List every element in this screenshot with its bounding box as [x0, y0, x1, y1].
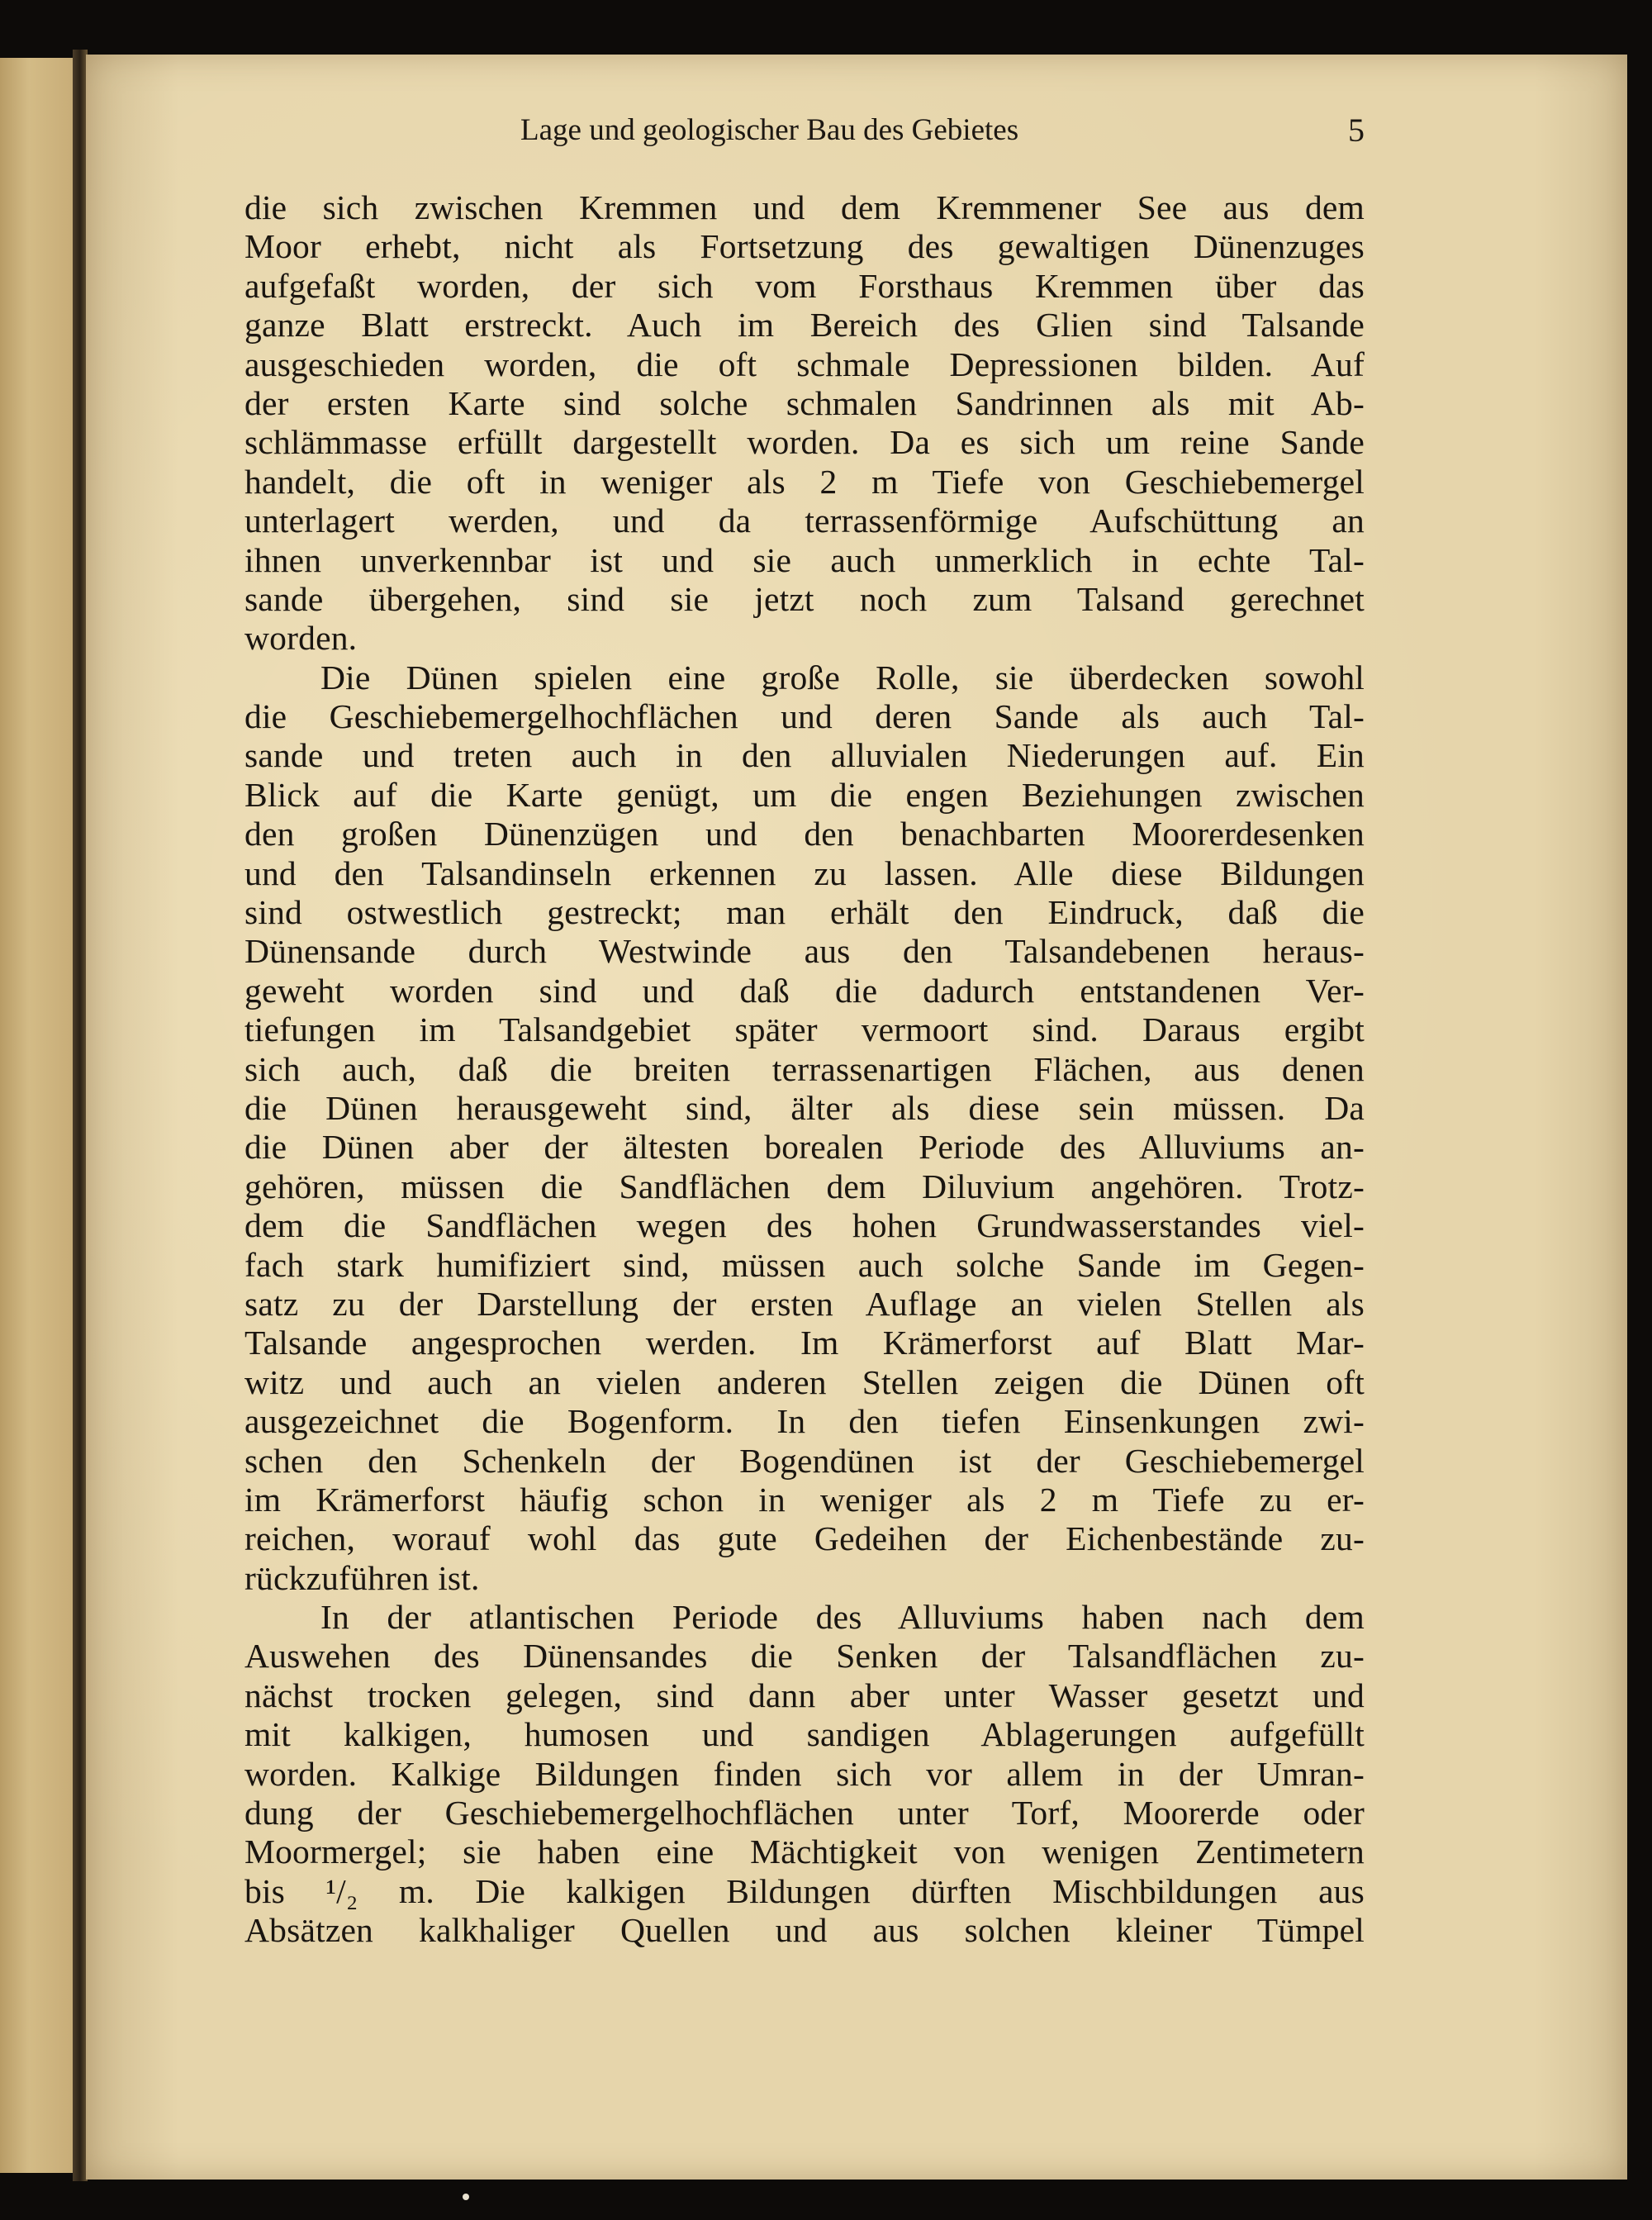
body-text: [244, 188, 1365, 1951]
text-line: mit kalkigen, humosen und sandigen Ablagerungen aufgefüllt: [244, 1715, 1365, 1754]
text-line: worden. Kalkige Bildungen finden sich vor allem in der Umran-: [244, 1754, 1365, 1793]
text-line: worden.: [244, 619, 358, 658]
text-line: dem die Sandflächen wegen des hohen Grundwasserstandes viel-: [244, 1206, 1365, 1245]
text-line: der ersten Karte sind solche schmalen Sandrinnen als mit Ab-: [244, 383, 1365, 422]
paragraph-start-line: Die Dünen spielen eine große Rolle, sie überdecken sowohl: [320, 658, 1365, 696]
text-line: rückzuführen ist.: [244, 1558, 480, 1597]
text-line: gehören, müssen die Sandflächen dem Diluvium angehören. Trotz-: [244, 1167, 1365, 1205]
text-line: Moor erhebt, nicht als Fortsetzung des gewaltigen Dünenzuges: [244, 227, 1365, 266]
text-line: bis ¹/₂ m. Die kalkigen Bildungen dürften Mischbildungen aus: [244, 1871, 1365, 1910]
text-line: Moormergel; sie haben eine Mächtigkeit von wenigen Zentimetern: [244, 1833, 1365, 1871]
text-line: reichen, worauf wohl das gute Gedeihen der Eichenbestände zu-: [244, 1519, 1365, 1558]
text-line: unterlagert werden, und da terrassenförmige Aufschüttung an: [244, 502, 1365, 540]
text-line: aufgefaßt worden, der sich vom Forsthaus Kremmen über das: [244, 266, 1365, 305]
text-line: schlämmasse erfüllt dargestellt worden. Da es sich um reine Sande: [244, 423, 1365, 462]
text-line: Absätzen kalkhaliger Quellen und aus solchen kleiner Tümpel: [244, 1911, 1365, 1950]
page-number: 5: [1348, 112, 1365, 149]
text-line: handelt, die oft in weniger als 2 m Tiefe von Geschiebemergel: [244, 462, 1365, 501]
text-line: die Dünen aber der ältesten borealen Periode des Alluviums an-: [244, 1128, 1365, 1167]
text-line: satz zu der Darstellung der ersten Auflage an vielen Stellen als: [244, 1284, 1365, 1323]
text-line: ihnen unverkennbar ist und sie auch unmerklich in echte Tal-: [244, 540, 1365, 579]
text-line: ausgeschieden worden, die oft schmale Depressionen bilden. Auf: [244, 345, 1365, 383]
text-line: Dünensande durch Westwinde aus den Talsandebenen heraus-: [244, 932, 1365, 971]
text-line: sind ostwestlich gestreckt; man erhält den Eindruck, daß die: [244, 893, 1365, 932]
scan-speck: [463, 2194, 469, 2200]
text-line: fach stark humifiziert sind, müssen auch solche Sande im Gegen-: [244, 1245, 1365, 1284]
paragraph-start-line: In der atlantischen Periode des Alluviums haben nach dem: [320, 1598, 1365, 1637]
text-line: und den Talsandinseln erkennen zu lassen. Alle diese Bildungen: [244, 853, 1365, 892]
text-line: witz und auch an vielen anderen Stellen zeigen die Dünen oft: [244, 1362, 1365, 1401]
page-header: [244, 106, 1365, 155]
facing-page-edge: [0, 58, 73, 2173]
text-line: den großen Dünenzügen und den benachbarten Moorerdesenken: [244, 815, 1365, 853]
text-line: sande übergehen, sind sie jetzt noch zum Talsand gerechnet: [244, 579, 1365, 618]
text-line: die Geschiebemergelhochflächen und deren Sande als auch Tal-: [244, 697, 1365, 736]
running-head: Lage und geologischer Bau des Gebietes: [520, 113, 1019, 147]
text-line: schen den Schenkeln der Bogendünen ist der Geschiebemergel: [244, 1441, 1365, 1480]
text-line: Auswehen des Dünensandes die Senken der Talsandflächen zu-: [244, 1637, 1365, 1676]
text-line: ausgezeichnet die Bogenform. In den tiefen Einsenkungen zwi-: [244, 1402, 1365, 1441]
text-line: Blick auf die Karte genügt, um die engen Beziehungen zwischen: [244, 775, 1365, 814]
text-line: im Krämerforst häufig schon in weniger als 2 m Tiefe zu er-: [244, 1480, 1365, 1519]
text-line: sich auch, daß die breiten terrassenartigen Flächen, aus denen: [244, 1049, 1365, 1088]
text-line: sande und treten auch in den alluvialen Niederungen auf. Ein: [244, 736, 1365, 775]
text-line: dung der Geschiebemergelhochflächen unter Torf, Moorerde oder: [244, 1794, 1365, 1833]
text-line: tiefungen im Talsandgebiet später vermoort sind. Daraus ergibt: [244, 1010, 1365, 1049]
text-line: ganze Blatt erstreckt. Auch im Bereich des Glien sind Talsande: [244, 306, 1365, 345]
text-line: geweht worden sind und daß die dadurch entstandenen Ver-: [244, 971, 1365, 1010]
text-line: die Dünen herausgeweht sind, älter als diese sein müssen. Da: [244, 1088, 1365, 1127]
text-line: nächst trocken gelegen, sind dann aber unter Wasser gesetzt und: [244, 1676, 1365, 1714]
text-line: die sich zwischen Kremmen und dem Kremmener See aus dem: [244, 188, 1365, 226]
text-line: Talsande angesprochen werden. Im Krämerforst auf Blatt Mar-: [244, 1324, 1365, 1362]
